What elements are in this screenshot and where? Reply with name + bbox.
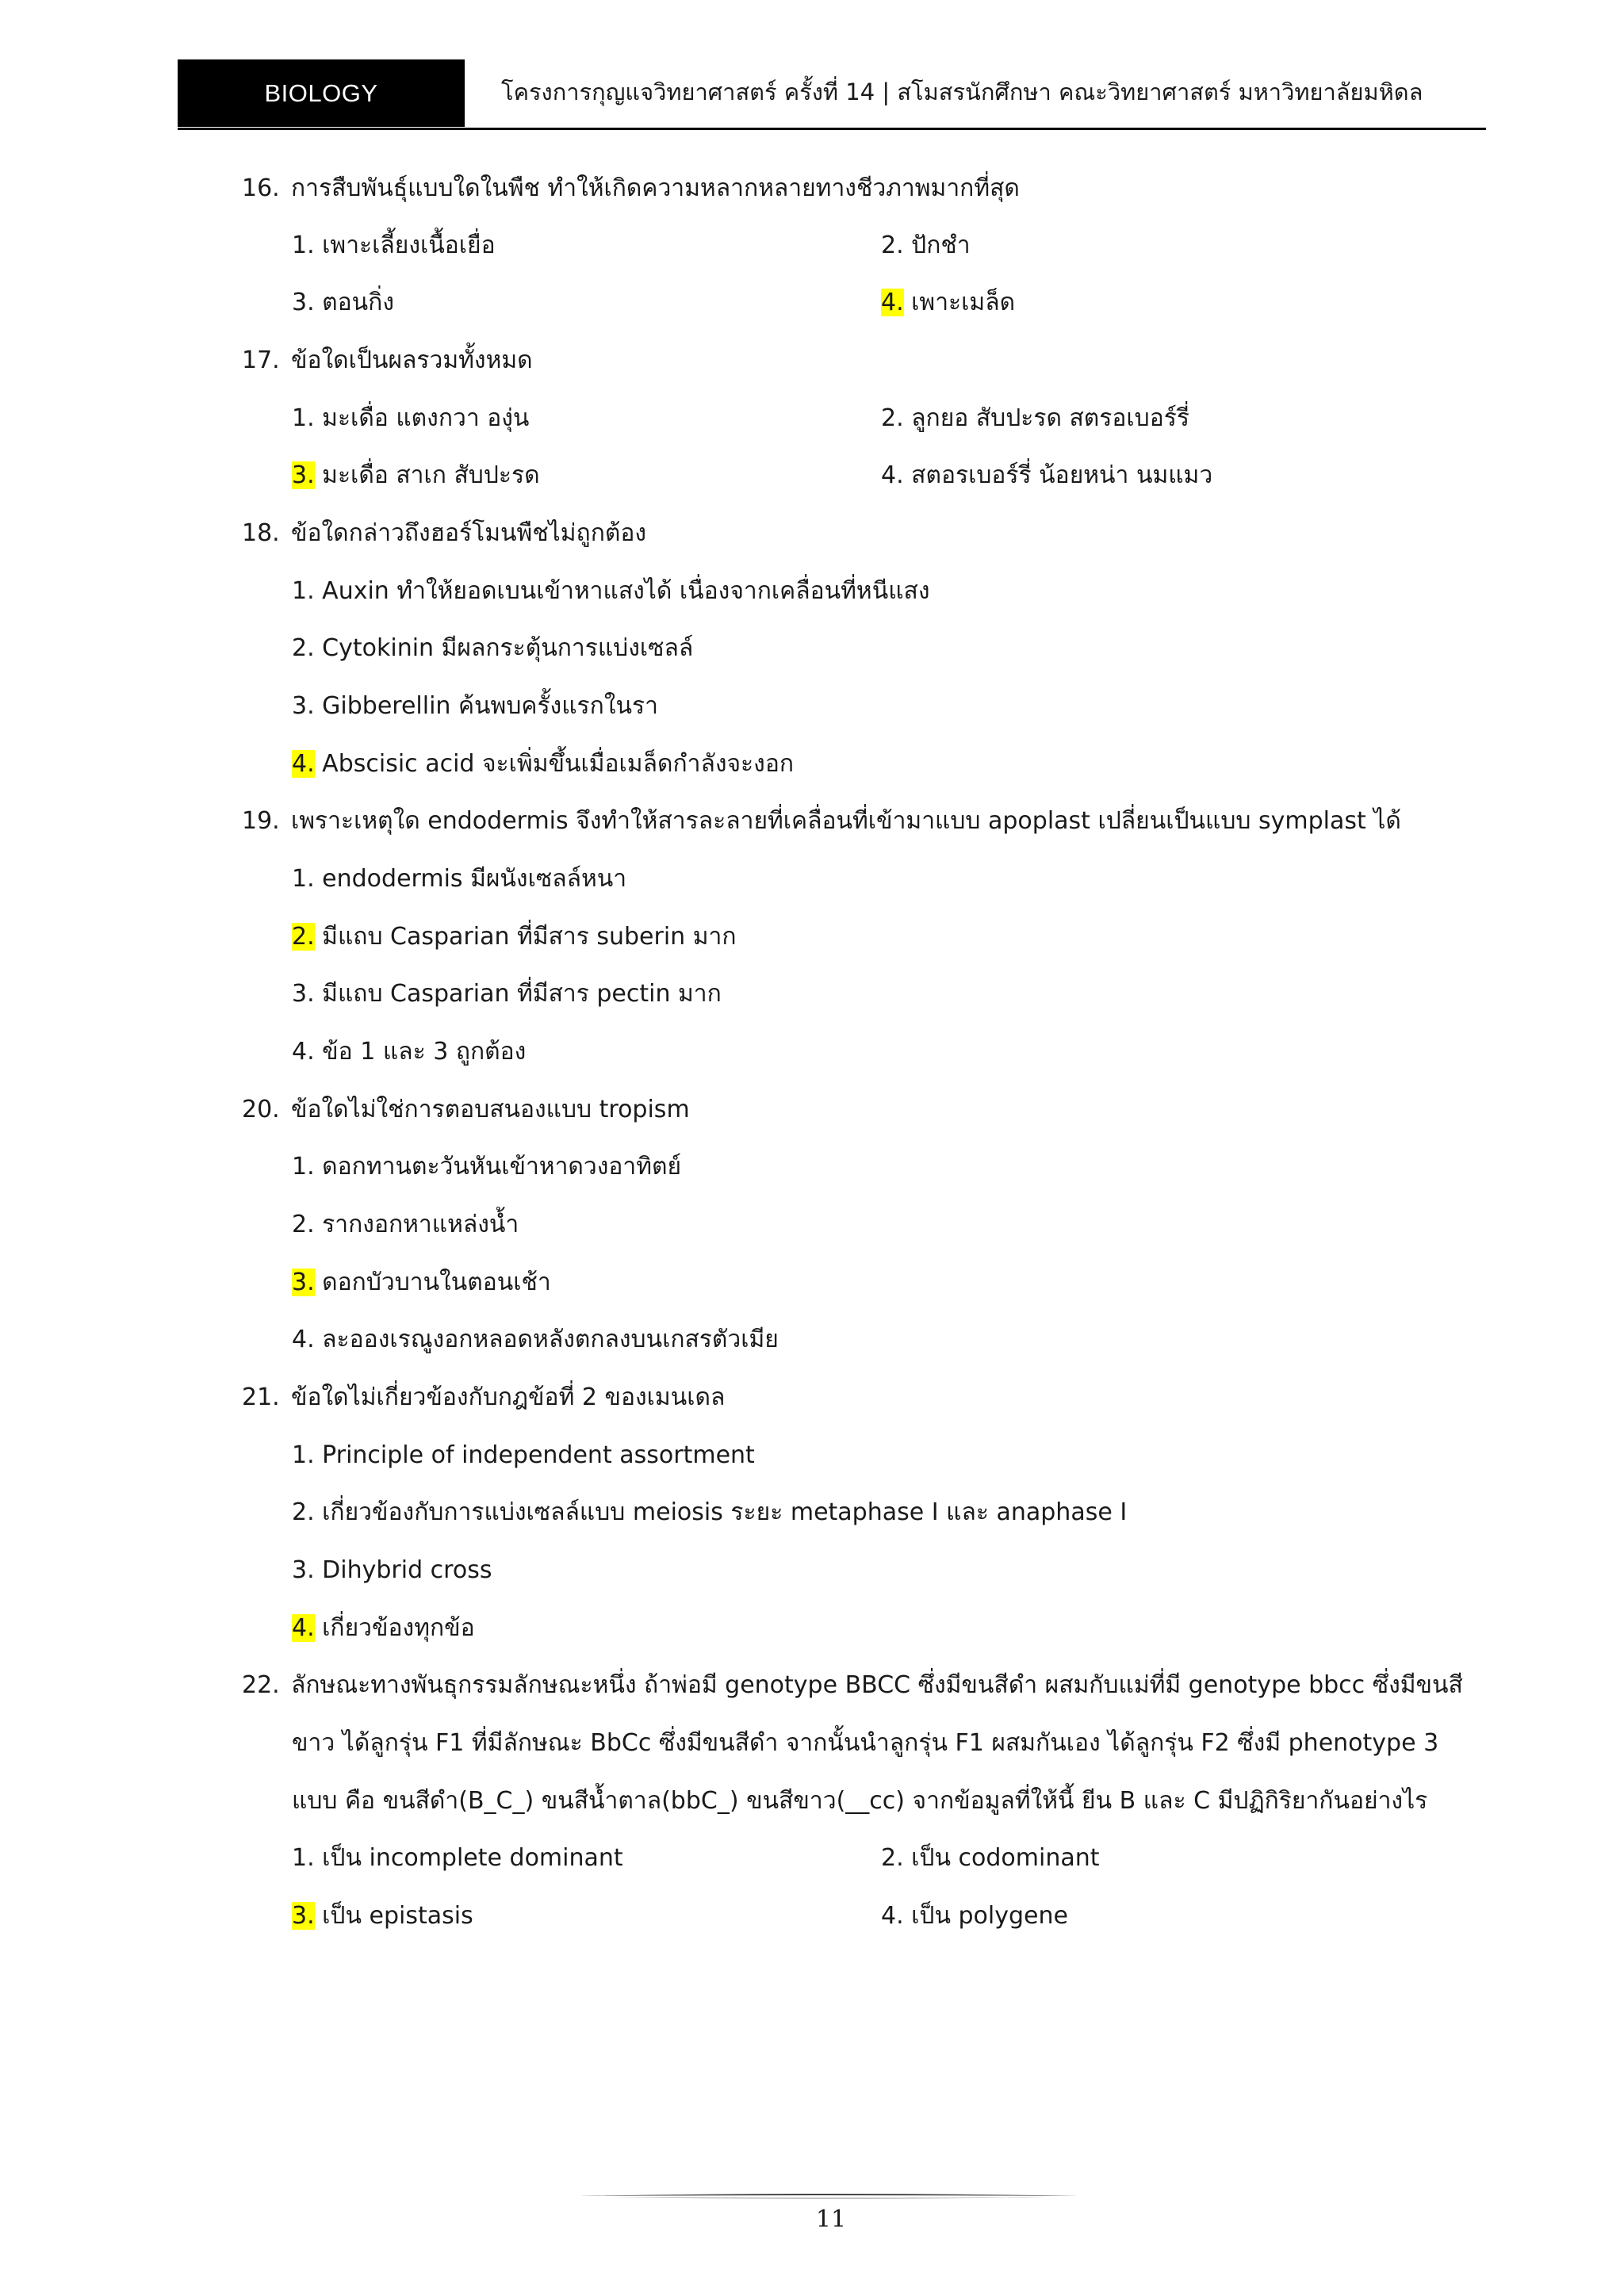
choice-22-2	[881, 1839, 1100, 1877]
choice-number: 3.	[292, 1556, 315, 1584]
question-text: การสืบพันธุ์แบบใดในพืช ทำให้เกิดความหลากหลายทางชีวภาพมากที่สุด	[291, 174, 1020, 202]
question-number: 20.	[242, 1096, 280, 1123]
question-16	[242, 170, 1020, 208]
choice-17-1	[292, 400, 529, 438]
question-number: 16.	[242, 174, 280, 202]
choice-text: สตอรเบอร์รี่ น้อยหน่า นมแมว	[911, 461, 1213, 489]
choice-number: 1.	[292, 865, 315, 893]
choice-number: 4.	[881, 1902, 904, 1930]
question-number: 17.	[242, 346, 280, 374]
answer-highlight: 2.	[292, 923, 315, 951]
page-number: 11	[815, 2206, 847, 2233]
choice-21-4	[292, 1609, 475, 1647]
choice-text: Cytokinin มีผลกระตุ้นการแบ่งเซลล์	[322, 634, 694, 662]
question-text: ข้อใดกล่าวถึงฮอร์โมนพืชไม่ถูกต้อง	[291, 519, 647, 547]
answer-highlight: 3.	[292, 1902, 315, 1930]
header-divider	[178, 128, 1486, 130]
choice-19-2	[292, 918, 737, 956]
choice-text: ลูกยอ สับปะรด สตรอเบอร์รี่	[911, 404, 1189, 432]
answer-highlight: 4.	[881, 289, 904, 316]
choice-text: เป็น epistasis	[322, 1902, 473, 1930]
choice-21-1	[292, 1437, 755, 1475]
choice-16-3	[292, 284, 394, 322]
choice-text: เป็น codominant	[911, 1844, 1100, 1872]
choice-number: 1.	[292, 1844, 315, 1872]
choice-22-4	[881, 1897, 1068, 1935]
question-21	[242, 1379, 725, 1417]
choice-text: เพาะเมล็ด	[911, 289, 1016, 316]
choice-17-2	[881, 400, 1189, 438]
header-title: โครงการกุญแจวิทยาศาสตร์ ครั้งที่ 14 | สโมสรนักศึกษา คณะวิทยาศาสตร์ มหาวิทยาลัยมหิดล	[501, 78, 1423, 105]
choice-number: 2.	[881, 232, 904, 259]
answer-highlight: 4.	[292, 750, 315, 778]
footer-ornament-line	[579, 2191, 1078, 2202]
choice-text: มีแถบ Casparian ที่มีสาร suberin มาก	[322, 923, 737, 951]
choice-text: Gibberellin ค้นพบครั้งแรกในรา	[322, 692, 658, 720]
choice-16-2	[881, 227, 971, 265]
choice-text: มะเดื่อ สาเก สับปะรด	[322, 461, 540, 489]
choice-text: Auxin ทำให้ยอดเบนเข้าหาแสงได้ เนื่องจากเคลื่อนที่หนีแสง	[322, 577, 930, 605]
question-20	[242, 1091, 690, 1129]
choice-text: endodermis มีผนังเซลล์หนา	[322, 865, 627, 893]
choice-20-1	[292, 1148, 681, 1186]
question-text: ข้อใดไม่เกี่ยวข้องกับกฎข้อที่ 2 ของเมนเดล	[291, 1383, 726, 1411]
question-number: 21.	[242, 1383, 280, 1411]
choice-text: Abscisic acid จะเพิ่มขึ้นเมื่อเมล็ดกำลังจะงอก	[322, 750, 795, 778]
choice-text: เป็น polygene	[911, 1902, 1068, 1930]
choice-text: Principle of independent assortment	[322, 1441, 755, 1469]
question-17	[242, 342, 533, 380]
choice-number: 3.	[292, 692, 315, 720]
choice-text: เกี่ยวข้องกับการแบ่งเซลล์แบบ meiosis ระยะ metaphase I และ anaphase I	[322, 1498, 1128, 1526]
choice-number: 2.	[292, 1211, 315, 1238]
question-number: 19.	[242, 807, 280, 835]
choice-21-2	[292, 1494, 1127, 1532]
choice-number: 4.	[292, 1038, 315, 1066]
question-text: ข้อใดเป็นผลรวมทั้งหมด	[291, 346, 533, 374]
choice-text: เพาะเลี้ยงเนื้อเยื่อ	[322, 232, 496, 259]
choice-text: เกี่ยวข้องทุกข้อ	[322, 1614, 475, 1642]
choice-18-4	[292, 745, 794, 783]
question-18	[242, 515, 646, 553]
question-text: ลักษณะทางพันธุกรรมลักษณะหนึ่ง ถ้าพ่อมี genotype BBCC ซึ่งมีขนสีดำ ผสมกับแม่ที่มี genotype bbcc ซึ่งมีขนสี	[291, 1671, 1463, 1699]
choice-number: 1.	[292, 1153, 315, 1181]
choice-text: ละอองเรณูงอกหลอดหลังตกลงบนเกสรตัวเมีย	[322, 1326, 779, 1353]
choice-22-1	[292, 1839, 623, 1877]
choice-19-1	[292, 860, 626, 898]
choice-text: Dihybrid cross	[322, 1556, 492, 1584]
choice-text: ปักชำ	[911, 232, 971, 259]
choice-number: 1.	[292, 577, 315, 605]
choice-18-1	[292, 572, 930, 610]
choice-text: ดอกทานตะวันหันเข้าหาดวงอาทิตย์	[322, 1153, 682, 1181]
choice-17-3	[292, 457, 540, 495]
choice-22-3	[292, 1897, 473, 1935]
choice-text: เป็น incomplete dominant	[322, 1844, 623, 1872]
choice-number: 1.	[292, 1441, 315, 1469]
choice-number: 1.	[292, 404, 315, 432]
choice-16-4	[881, 284, 1015, 322]
choice-text: มะเดื่อ แตงกวา องุ่น	[322, 404, 530, 432]
choice-18-3	[292, 687, 658, 725]
subject-label	[178, 59, 465, 127]
choice-19-4	[292, 1033, 526, 1071]
question-number: 18.	[242, 519, 280, 547]
choice-number: 1.	[292, 232, 315, 259]
choice-text: มีแถบ Casparian ที่มีสาร pectin มาก	[322, 980, 722, 1008]
question-19	[242, 802, 1401, 840]
question-22	[242, 1667, 1463, 1705]
choice-number: 4.	[292, 1326, 315, 1353]
choice-number: 2.	[881, 404, 904, 432]
choice-number: 2.	[292, 1498, 315, 1526]
choice-number: 2.	[292, 634, 315, 662]
choice-text: รากงอกหาแหล่งน้ำ	[322, 1211, 519, 1238]
subject-label-text: BIOLOGY	[264, 78, 378, 107]
choice-21-3	[292, 1552, 492, 1590]
choice-20-3	[292, 1264, 551, 1302]
choice-number: 3.	[292, 980, 315, 1008]
choice-text: ตอนกิ่ง	[322, 289, 394, 316]
question-number: 22.	[242, 1671, 280, 1699]
choice-18-2	[292, 629, 693, 668]
choice-text: ข้อ 1 และ 3 ถูกต้อง	[322, 1038, 527, 1066]
question-text: ข้อใดไม่ใช่การตอบสนองแบบ tropism	[291, 1096, 690, 1123]
choice-20-2	[292, 1206, 519, 1244]
choice-20-4	[292, 1321, 779, 1359]
question-text: เพราะเหตุใด endodermis จึงทำให้สารละลายที่เคลื่อนที่เข้ามาแบบ apoplast เปลี่ยนเป็นแบบ symplast ได้	[291, 807, 1401, 835]
choice-17-4	[881, 457, 1212, 495]
answer-highlight: 3.	[292, 461, 315, 489]
question-22-continuation-2: แบบ คือ ขนสีดำ(B_C_) ขนสีน้ำตาล(bbC_) ขนสีขาว(__cc) จากข้อมูลที่ให้นี้ ยีน B และ C มีปฏิกิริยากันอย่างไร	[292, 1787, 1428, 1815]
answer-highlight: 3.	[292, 1269, 315, 1296]
choice-19-3	[292, 975, 722, 1013]
choice-number: 4.	[881, 461, 904, 489]
choice-text: ดอกบัวบานในตอนเช้า	[322, 1269, 551, 1296]
choice-number: 3.	[292, 289, 315, 316]
answer-highlight: 4.	[292, 1614, 315, 1642]
choice-number: 2.	[881, 1844, 904, 1872]
choice-16-1	[292, 227, 496, 265]
question-22-continuation-1: ขาว ได้ลูกรุ่น F1 ที่มีลักษณะ BbCc ซึ่งมีขนสีดำ จากนั้นนำลูกรุ่น F1 ผสมกันเอง ได้ลูกรุ่น F2 ซึ่งมี phenotype 3	[292, 1729, 1439, 1757]
